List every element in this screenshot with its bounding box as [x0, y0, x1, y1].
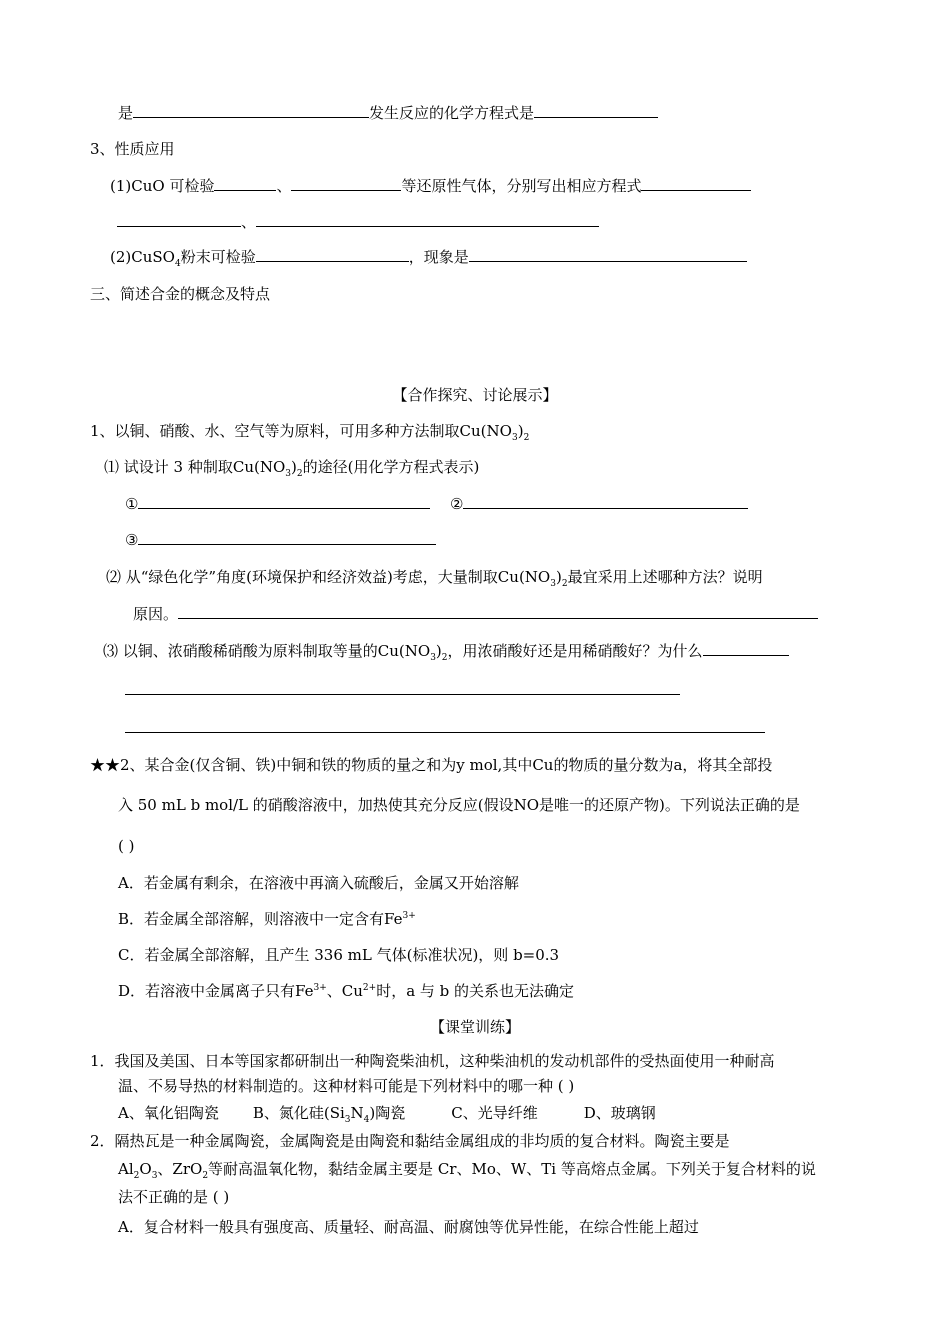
- blank[interactable]: [291, 176, 401, 191]
- t2-line-2: $Al_2O_3$、ZrO$_2$等耐高温氧化物，黏结金属主要是 Cr、Mo、W、Ti 等高熔点金属。下列关于复合材料的说: [118, 1160, 816, 1181]
- t1-option-c[interactable]: C、光导纤维: [451, 1104, 538, 1122]
- blank[interactable]: [138, 494, 430, 509]
- q2-option-a[interactable]: A．若金属有剩余，在溶液中再滴入硫酸后，金属又开始溶解: [118, 874, 519, 892]
- t1-line-2: 温、不易导热的材料制造的。这种材料可能是下列材料中的哪一种 ( ): [118, 1077, 575, 1095]
- q1-route-3: ③: [125, 530, 436, 550]
- q1-route-2: ②: [450, 494, 748, 514]
- q1-sub-3-answer-1: [125, 680, 680, 700]
- blank[interactable]: [133, 103, 369, 118]
- q2-line-1: ★★2、某合金(仅含铜、铁)中铜和铁的物质的量之和为y mol,其中Cu的物质的量分数为a，将其全部投: [90, 756, 773, 774]
- q1-route-1: ①: [125, 494, 430, 514]
- t1-option-a[interactable]: A、氧化铝陶瓷: [118, 1104, 219, 1122]
- blank[interactable]: [463, 494, 748, 509]
- t1-line-1: 1．我国及美国、日本等国家都研制出一种陶瓷柴油机，这种柴油机的发动机部件的受热面使用一种耐高: [90, 1052, 775, 1070]
- blank[interactable]: [641, 176, 751, 191]
- star-icon: ★★: [90, 756, 121, 774]
- blank[interactable]: [214, 176, 276, 191]
- blank[interactable]: [125, 718, 765, 733]
- blank[interactable]: [138, 530, 436, 545]
- t1-options: [118, 1103, 656, 1123]
- q1-sub-2-reason: 原因。: [133, 604, 818, 624]
- t2-option-a[interactable]: A．复合材料一般具有强度高、质量轻、耐高温、耐腐蚀等优异性能，在综合性能上超过: [118, 1218, 699, 1236]
- q2-option-b[interactable]: B．若金属全部溶解，则溶液中一定含有$Fe^{3+}$: [118, 910, 416, 928]
- t2-line-3: 法不正确的是 ( ): [118, 1188, 230, 1206]
- blank[interactable]: [534, 103, 658, 118]
- section-3-part-2: (2)CuSO$_4$粉末可检验 ，现象是: [110, 247, 747, 267]
- q1-sub-3-answer-2: [125, 718, 765, 738]
- blank[interactable]: [125, 680, 680, 695]
- blank[interactable]: [703, 641, 789, 656]
- q1-sub-1: ⑴ 试设计 3 种制取$Cu(NO_3)_2$的途径(用化学方程式表示): [104, 458, 480, 479]
- section-3-part-1-cont: 、: [117, 212, 599, 232]
- section-san-title: 三、简述合金的概念及特点: [90, 285, 271, 303]
- top-line-1: 是 发生反应的化学方程式是: [118, 103, 658, 123]
- q2-option-c[interactable]: C．若金属全部溶解，且产生 336 mL 气体(标准状况)，则 b=0.3: [118, 946, 560, 964]
- t1-option-b[interactable]: B、氮化硅$(Si_3N_4)$陶瓷: [252, 1104, 406, 1125]
- blank[interactable]: [117, 212, 241, 227]
- q2-option-d[interactable]: D．若溶液中金属离子只有$Fe^{3+}$、$Cu^{2+}$时，a 与 b 的关系也无法确定: [118, 982, 575, 1000]
- q1-sub-3: ⑶ 以铜、浓硝酸稀硝酸为原料制取等量的$Cu(NO_3)_2$，用浓硝酸好还是用稀硝酸好？为什么: [103, 641, 789, 661]
- blank[interactable]: [469, 247, 747, 262]
- blank[interactable]: [256, 212, 599, 227]
- q2-line-2: 入 50 mL b mol/L 的硝酸溶液中，加热使其充分反应(假设NO是唯一的还原产物)。下列说法正确的是: [118, 796, 800, 814]
- section-3-part-1: (1)CuO 可检验 、 等还原性气体，分别写出相应方程式: [110, 176, 751, 196]
- blank[interactable]: [256, 247, 409, 262]
- t2-line-1: 2．隔热瓦是一种金属陶瓷，金属陶瓷是由陶瓷和黏结金属组成的非均质的复合材料。陶瓷主要是: [90, 1132, 730, 1150]
- section-3-title: 3、性质应用: [90, 140, 175, 158]
- t1-option-d[interactable]: D、玻璃钢: [583, 1104, 656, 1122]
- heading-cooperative-inquiry: 【合作探究、讨论展示】: [392, 386, 558, 404]
- heading-class-training: 【课堂训练】: [429, 1018, 520, 1036]
- q1-stem: 1、以铜、硝酸、水、空气等为原料，可用多种方法制取$Cu(NO_3)_2$: [90, 422, 530, 443]
- q1-sub-2: ⑵ 从“绿色化学”角度(环境保护和经济效益)考虑，大量制取$Cu(NO_3)_2$最宜采用上述哪种方法？说明: [106, 568, 763, 589]
- blank[interactable]: [178, 604, 818, 619]
- q2-answer-bracket: ( ): [118, 837, 135, 855]
